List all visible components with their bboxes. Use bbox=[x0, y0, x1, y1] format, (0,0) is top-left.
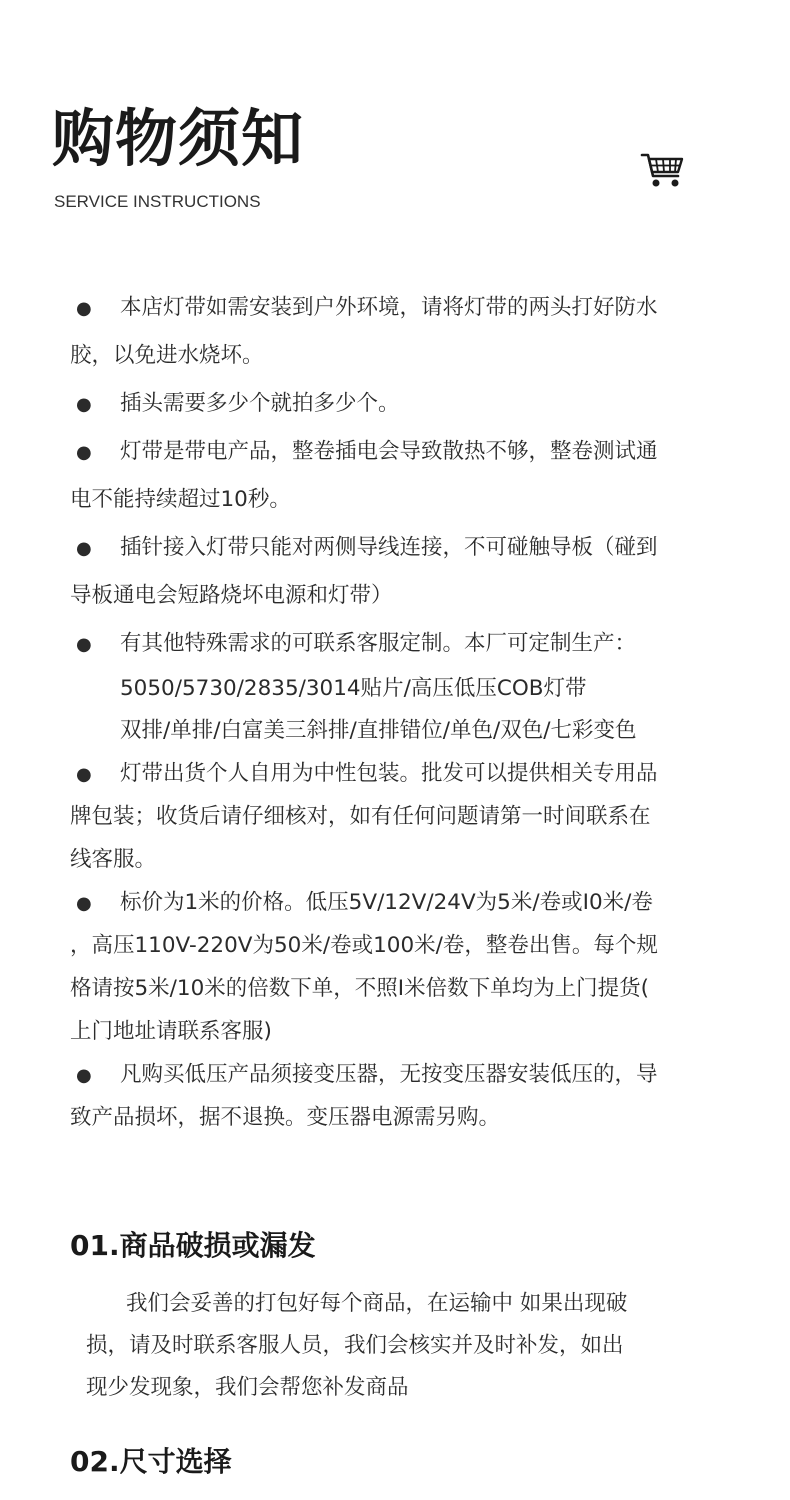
shopping-cart-icon bbox=[640, 150, 686, 190]
list-item: ● 有其他特殊需求的可联系客服定制。本厂可定制生产： bbox=[70, 620, 730, 668]
list-item-cont: 牌包装；收货后请仔细核对，如有任何问题请第一时间联系在 bbox=[70, 804, 651, 829]
bullet-icon: ● bbox=[76, 893, 92, 914]
page-subtitle: SERVICE INSTRUCTIONS bbox=[54, 192, 261, 211]
list-item: ● 插针接入灯带只能对两侧导线连接，不可碰触导板（碰到 bbox=[70, 524, 730, 572]
list-item-cont: 线客服。 bbox=[70, 847, 157, 872]
bullet-icon: ● bbox=[76, 634, 92, 655]
bullet-icon: ● bbox=[76, 442, 92, 463]
paragraph-line: 我们会妥善的打包好每个商品，在运输中 如果出现破 bbox=[126, 1291, 628, 1316]
list-item-cont: ，高压110V-220V为50米/卷或100米/卷，整卷出售。每个规 bbox=[70, 933, 658, 958]
list-item-cont: 上门地址请联系客服) bbox=[70, 1019, 272, 1044]
section-title-size: 02.尺寸选择 bbox=[70, 1445, 232, 1478]
bullet-icon: ● bbox=[76, 1065, 92, 1086]
list-item: ● 插头需要多少个就拍多少个。 bbox=[70, 380, 730, 428]
list-item-cont: 格请按5米/10米的倍数下单，不照I米倍数下单均为上门提货( bbox=[70, 976, 650, 1001]
list-item-cont: 导板通电会短路烧坏电源和灯带） bbox=[70, 583, 393, 608]
list-item-cont: 致产品损坏，据不退换。变压器电源需另购。 bbox=[70, 1105, 501, 1130]
paragraph-line: 损，请及时联系客服人员，我们会核实并及时补发，如出 bbox=[86, 1333, 624, 1358]
bullet-icon: ● bbox=[76, 394, 92, 415]
page-title: 购物须知 bbox=[52, 102, 305, 175]
bullet-icon: ● bbox=[76, 298, 92, 319]
list-item: ● 灯带出货个人自用为中性包装。批发可以提供相关专用品 bbox=[70, 752, 730, 795]
list-item: ● 本店灯带如需安装到户外环境，请将灯带的两头打好防水 bbox=[70, 284, 730, 332]
list-item-cont: 双排/单排/白富美三斜排/直排错位/单色/双色/七彩变色 bbox=[120, 718, 637, 743]
list-item-cont: 电不能持续超过10秒。 bbox=[70, 487, 291, 512]
list-item: ● 灯带是带电产品，整卷插电会导致散热不够，整卷测试通 bbox=[70, 428, 730, 476]
list-item-cont: 5050/5730/2835/3014贴片/高压低压COB灯带 bbox=[120, 676, 587, 701]
section-body-damage bbox=[86, 1283, 726, 1409]
bullet-icon: ● bbox=[76, 764, 92, 785]
paragraph-line: 现少发现象，我们会帮您补发商品 bbox=[86, 1375, 409, 1400]
notice-list bbox=[70, 284, 730, 1139]
bullet-icon: ● bbox=[76, 538, 92, 559]
list-item: ● 凡购买低压产品须接变压器，无按变压器安装低压的，导 bbox=[70, 1053, 730, 1096]
section-title-damage: 01.商品破损或漏发 bbox=[70, 1229, 316, 1262]
list-item: ● 标价为1米的价格。低压5V/12V/24V为5米/卷或I0米/卷 bbox=[70, 881, 730, 924]
list-item-cont: 胶，以免进水烧坏。 bbox=[70, 343, 264, 368]
